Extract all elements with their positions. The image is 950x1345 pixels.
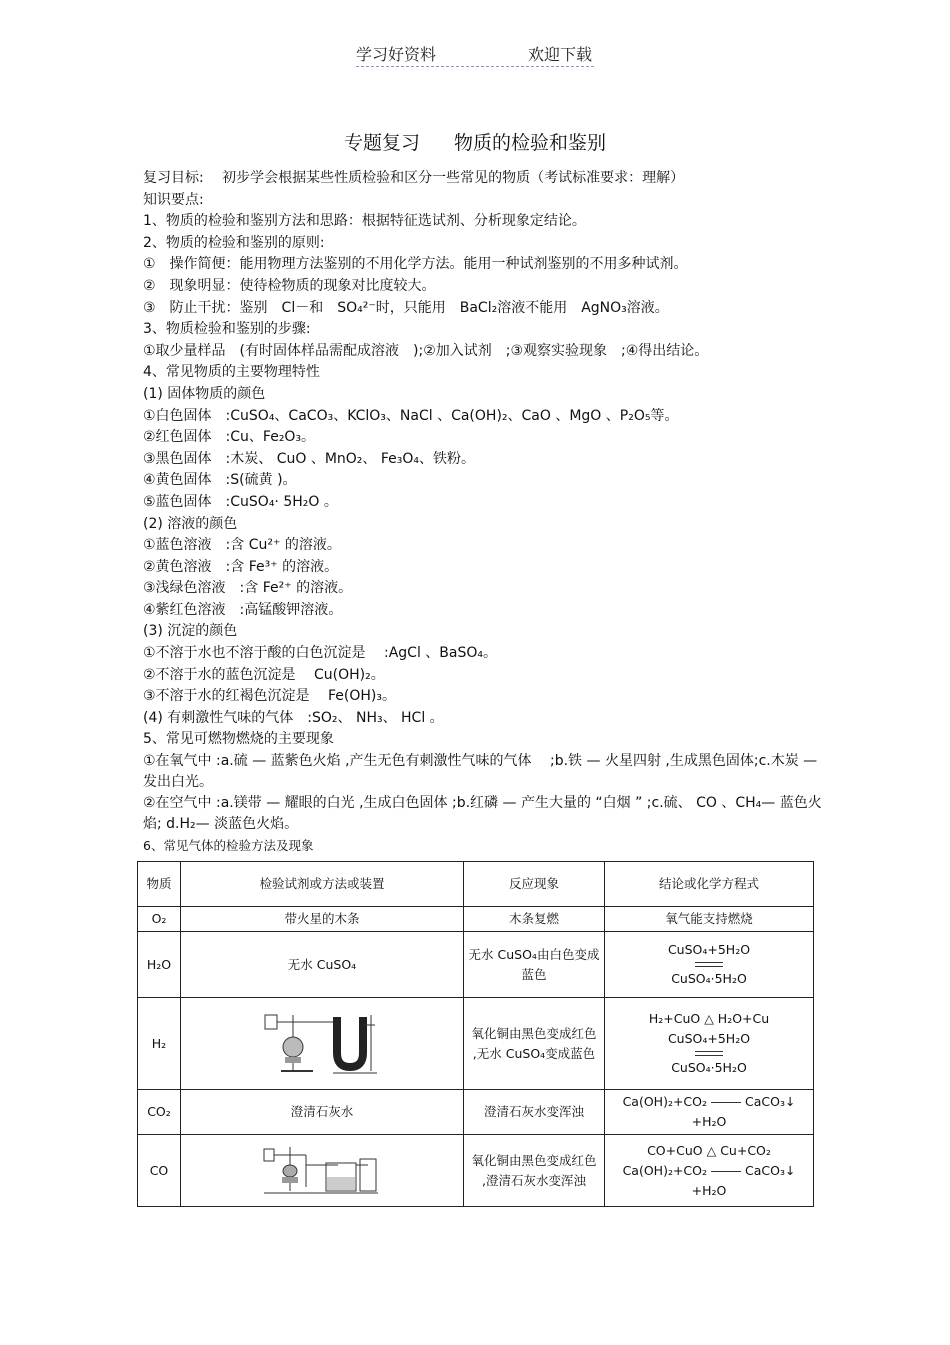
text-line: 复习目标: 初步学会根据某些性质检验和区分一些常见的物质（考试标准要求：理解） [143,170,685,186]
equation-right: Cu+CO₂ [720,1142,771,1158]
text-line: (2) 溶液的颜色 [143,515,238,532]
text-line: ①白色固体 :CuSO₄、CaCO₃、KClO₃、NaCl 、Ca(OH)₂、CaO 、MgO 、P₂O₅等。 [143,407,679,424]
text-line: 知识要点: [143,191,204,208]
text-line: ⑤蓝色固体 :CuSO₄· 5H₂O 。 [143,493,338,510]
title-part1: 专题复习 [343,132,420,154]
equation-reduction [609,1009,809,1029]
text-line: 5、常见可燃物燃烧的主要现象 [143,731,334,748]
header-cell: 检验试剂或方法或装置 [181,862,464,907]
text-line: ③不溶于水的红褐色沉淀是 Fe(OH)₃。 [143,688,396,705]
text-line: 3、物质检验和鉴别的步骤: [143,321,311,338]
paragraph-air: ②在空气中 :a.镁带 — 耀眼的白光 ,生成白色固体 ;b.红磷 — 产生大量的 “白烟 ” ;c.硫、 CO 、CH₄— 蓝色火焰; d.H₂— 淡蓝色火焰。 [143,795,822,833]
text-line: ② 现象明显：使待检物质的现象对比度较大。 [143,277,436,294]
table-row [138,1135,814,1207]
equation-left: H₂+CuO [648,1011,701,1026]
table-row [138,1090,814,1135]
header-cell: 物质 [138,862,181,907]
equation-right: H₂O+Cu [717,1011,770,1026]
equation-left: Ca(OH)₂+CO₂ [622,1162,708,1178]
text-line: ③黑色固体 :木炭、 CuO 、MnO₂、 Fe₃O₄、铁粉。 [143,450,476,467]
phenomenon-cell: 木条复燃 [464,907,605,932]
equation-left: CO+CuO [647,1142,703,1158]
method-cell: 无水 CuSO₄ [181,932,464,998]
text-line: ④紫红色溶液 :高锰酸钾溶液。 [143,601,343,618]
header-cell: 结论或化学方程式 [605,862,814,907]
header-cell: 反应现象 [464,862,605,907]
phenomenon-cell: 氧化铜由黑色变成红色 ,无水 CuSO₄变成蓝色 [464,998,605,1090]
heat-symbol: △ [704,1011,714,1026]
equation-cell [605,1090,814,1135]
substance-cell: O₂ [138,907,181,932]
text-line: ④黄色固体 :S(硫黄 )。 [143,472,297,489]
text-line: ① 操作简便：能用物理方法鉴别的不用化学方法。能用一种试剂鉴别的不用多种试剂。 [143,256,688,273]
text-line: (3) 沉淀的颜色 [143,623,238,640]
text-line: 2、物质的检验和鉴别的原则: [143,234,325,251]
equation-cell [605,998,814,1090]
conclusion-cell: 氧气能支持燃烧 [605,907,814,932]
equation-limewater [609,1161,809,1201]
equation-cell [605,1135,814,1207]
equation-cell [605,932,814,998]
equation-top: CuSO₄+5H₂O [667,1031,751,1046]
phenomenon-cell: 无水 CuSO₄由白色变成蓝色 [464,932,605,998]
substance-cell: H₂ [138,998,181,1090]
text-line: (4) 有刺激性气味的气体 :SO₂、 NH₃、 HCl 。 [143,709,444,726]
text-line: ①蓝色溶液 :含 Cu²⁺ 的溶液。 [143,537,341,554]
substance-cell: CO [138,1135,181,1207]
substance-cell: CO₂ [138,1090,181,1135]
gas-test-table [137,861,814,1207]
text-line: ①不溶于水也不溶于酸的白色沉淀是 :AgCl 、BaSO₄。 [143,645,497,662]
equation-right: CaCO₃↓ +H₂O [691,1162,796,1198]
hydrogen-apparatus-image [263,1011,381,1077]
equals-sign [695,962,723,967]
equation-bottom: CuSO₄·5H₂O [671,1060,747,1075]
text-line: (1) 固体物质的颜色 [143,385,266,402]
reaction-line [711,1171,741,1172]
text-line: 4、常见物质的主要物理特性 [143,364,320,381]
phenomenon-cell: 澄清石灰水变浑浊 [464,1090,605,1135]
page-header [356,42,594,67]
equation-reduction [609,1141,809,1161]
equation-right: CaCO₃↓ +H₂O [691,1094,796,1129]
table-row [138,932,814,998]
text-line: ③浅绿色溶液 :含 Fe²⁺ 的溶液。 [143,580,353,597]
method-cell: 澄清石灰水 [181,1090,464,1135]
reaction-line [711,1102,741,1103]
method-cell: 带火星的木条 [181,907,464,932]
paragraph-oxygen: ①在氧气中 :a.硫 — 蓝紫色火焰 ,产生无色有刺激性气味的气体 ;b.铁 — 火星四射 ,生成黑色固体;c.木炭 — 发出白光。 [143,753,818,791]
table-row [138,907,814,932]
method-cell [181,998,464,1090]
carbon-monoxide-apparatus-image [262,1143,382,1199]
equation-bottom: CuSO₄·5H₂O [671,971,747,986]
text-line: ③ 防止干扰：鉴别 Cl－和 SO₄²⁻时，只能用 BaCl₂溶液不能用 AgNO₃溶液。 [143,299,669,316]
equation-top: CuSO₄+5H₂O [667,942,751,957]
text-line: ②不溶于水的蓝色沉淀是 Cu(OH)₂。 [143,666,385,683]
header-right-text: 欢迎下载 [527,45,592,64]
phenomenon-cell: 氧化铜由黑色变成红色 ,澄清石灰水变浑浊 [464,1135,605,1207]
table-row [138,998,814,1090]
equation-left: Ca(OH)₂+CO₂ [622,1094,708,1109]
document-body [143,168,823,857]
text-line: ①取少量样品 (有时固体样品需配成溶液 );②加入试剂 ;③观察实验现象 ;④得出结论。 [143,342,709,359]
section-6-heading: 6、常见气体的检验方法及现象 [143,838,314,854]
text-line: ②红色固体 :Cu、Fe₂O₃。 [143,429,316,446]
equals-sign [695,1051,723,1056]
table-header-row [138,862,814,907]
heat-symbol: △ [706,1142,717,1158]
text-line: ②黄色溶液 :含 Fe³⁺ 的溶液。 [143,558,339,575]
title-part2: 物质的检验和鉴别 [454,132,607,154]
substance-cell: H₂O [138,932,181,998]
header-left-text: 学习好资料 [356,45,437,64]
text-line: 1、物质的检验和鉴别方法和思路：根据特征选试剂、分析现象定结论。 [143,213,586,230]
method-cell [181,1135,464,1207]
page-title [0,128,950,155]
